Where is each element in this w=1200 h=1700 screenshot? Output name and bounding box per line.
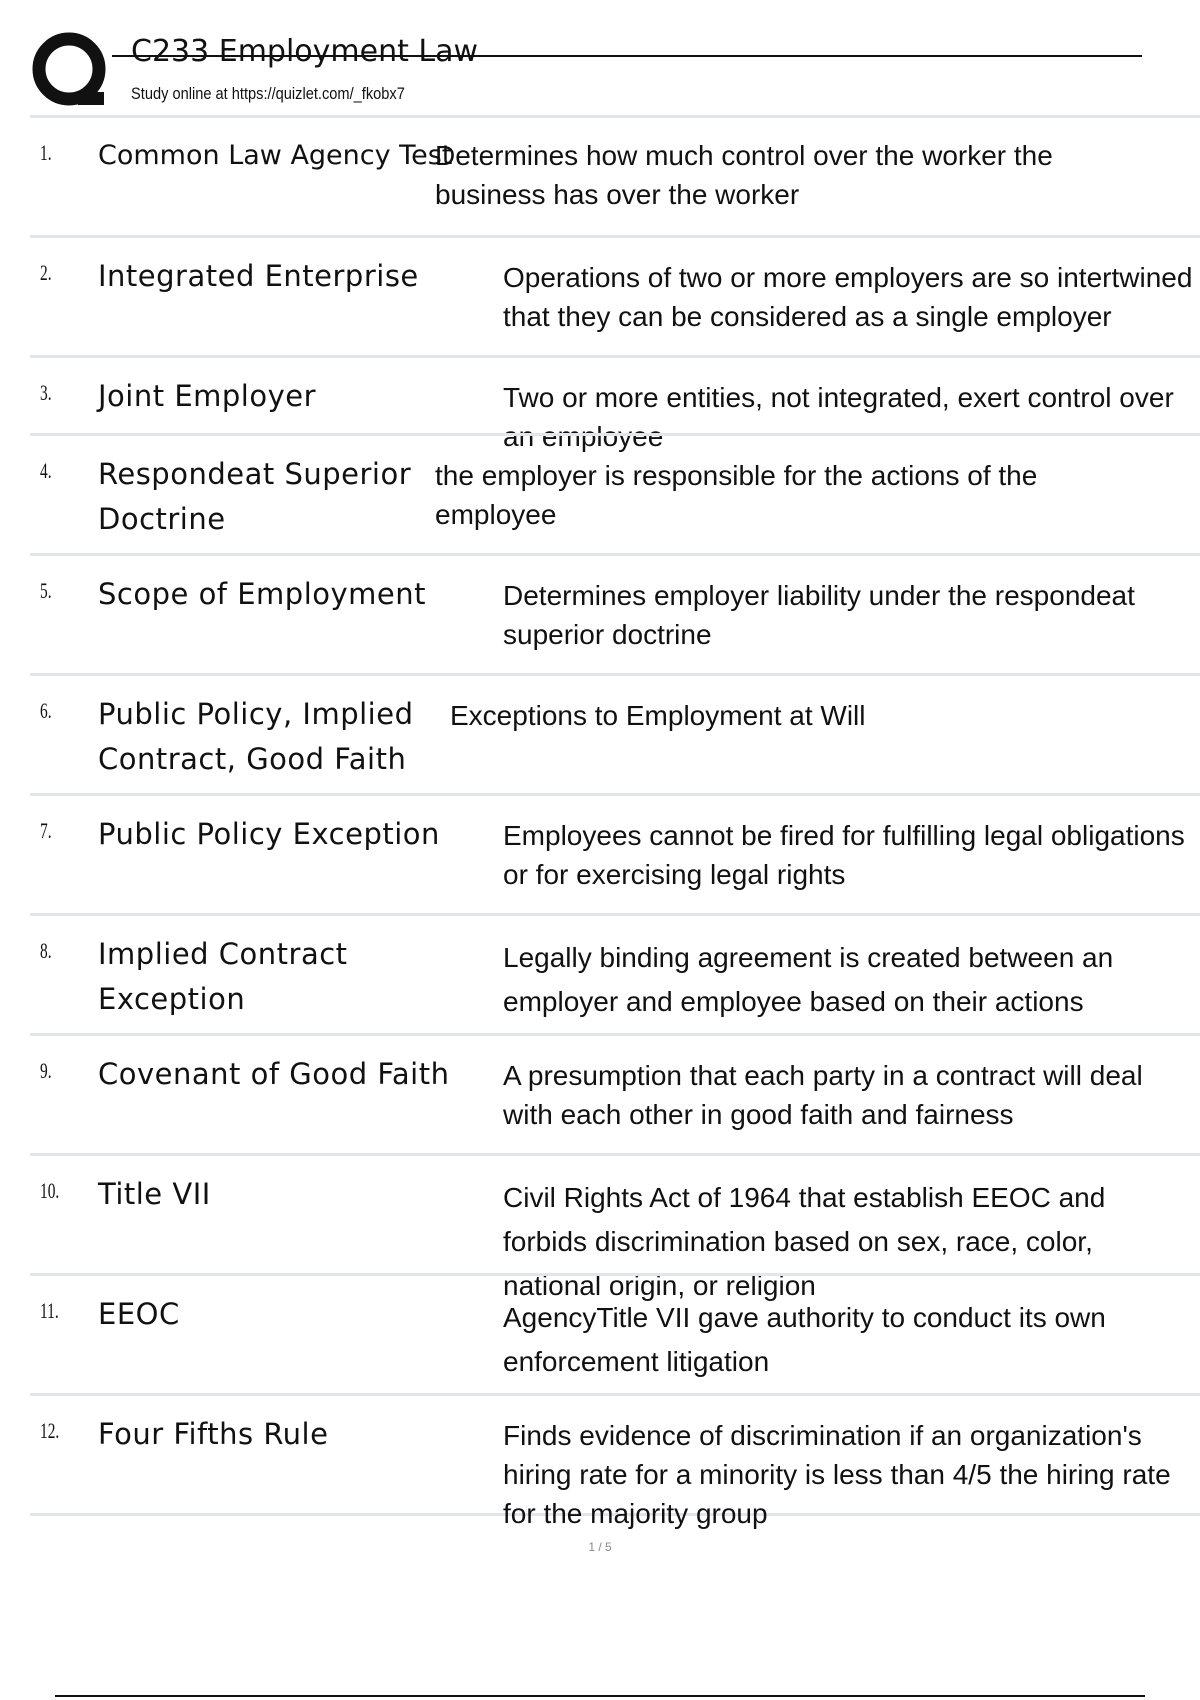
quizlet-logo-icon bbox=[32, 32, 110, 110]
term-definition: Two or more entities, not integrated, exert control over an employee bbox=[503, 382, 1174, 452]
term-text: Covenant of Good Faith bbox=[98, 1057, 450, 1091]
footer-rule bbox=[55, 1695, 1145, 1697]
term-definition: AgencyTitle VII gave authority to conduct its own enforcement litigation bbox=[503, 1302, 1106, 1377]
term-text: Four Fifths Rule bbox=[98, 1417, 329, 1451]
term-definition: the employer is responsible for the actions of the employee bbox=[435, 460, 1038, 530]
term-row bbox=[30, 355, 1200, 452]
term-row bbox=[30, 1153, 1200, 1301]
term-row bbox=[30, 235, 1200, 355]
header-rule bbox=[112, 55, 1142, 57]
term-number: 9. bbox=[40, 1058, 52, 1083]
term-number: 12. bbox=[40, 1418, 60, 1443]
terms-list bbox=[30, 115, 1200, 1529]
term-definition bbox=[435, 136, 1135, 214]
term-text: Scope of Employment bbox=[98, 577, 427, 611]
term-number: 1. bbox=[40, 140, 52, 165]
term-definition: Operations of two or more employers are so intertwined that they can be considered as a single employer bbox=[503, 262, 1193, 332]
term-text: Integrated Enterprise bbox=[98, 259, 419, 293]
term-row bbox=[30, 115, 1200, 235]
term-definition: Determines employer liability under the respondeat superior doctrine bbox=[503, 580, 1135, 650]
definition-text: Determines how much control over the worker the business has over the worker bbox=[435, 140, 1053, 210]
term-definition: Employees cannot be fired for fulfilling legal obligations or for exercising legal rights bbox=[503, 820, 1185, 890]
term-row bbox=[30, 1393, 1200, 1529]
term-number: 8. bbox=[40, 938, 52, 963]
document-title: C233 Employment Law bbox=[131, 34, 479, 69]
term-row bbox=[30, 553, 1200, 673]
term-definition: Exceptions to Employment at Will bbox=[450, 700, 866, 731]
term-number: 3. bbox=[40, 380, 52, 405]
study-online-link[interactable]: Study online at https://quizlet.com/_fkobx7 bbox=[131, 84, 405, 103]
term-number: 10. bbox=[40, 1178, 60, 1203]
term-row bbox=[30, 913, 1200, 1033]
term-definition: Civil Rights Act of 1964 that establish EEOC and forbids discrimination based on sex, race, color, national origin, or religion bbox=[503, 1182, 1106, 1301]
term-text: Title VII bbox=[98, 1177, 211, 1211]
term-text: Respondeat Superior Doctrine bbox=[98, 457, 412, 536]
term-row bbox=[30, 1033, 1200, 1153]
term-text: Public Policy, Implied Contract, Good Faith bbox=[98, 697, 414, 776]
term-text: EEOC bbox=[98, 1297, 180, 1331]
term-definition: Finds evidence of discrimination if an organization's hiring rate for a minority is less than 4/5 the hiring rate for the majority group bbox=[503, 1420, 1171, 1529]
term-text: Joint Employer bbox=[98, 379, 317, 413]
term-row bbox=[30, 1273, 1200, 1393]
term-definition: Legally binding agreement is created between an employer and employee based on their actions bbox=[503, 942, 1114, 1017]
term-text: Public Policy Exception bbox=[98, 817, 440, 851]
term-row bbox=[30, 433, 1200, 553]
term-row bbox=[30, 673, 1200, 793]
term-label: Common Law Agency Test bbox=[98, 140, 453, 171]
term-number: 4. bbox=[40, 458, 52, 483]
term-number: 7. bbox=[40, 818, 52, 843]
term-definition: A presumption that each party in a contract will deal with each other in good faith and fairness bbox=[503, 1060, 1143, 1130]
term-text: Implied Contract Exception bbox=[98, 937, 348, 1016]
page-number: 1 / 5 bbox=[588, 1540, 612, 1554]
term-number: 11. bbox=[40, 1298, 59, 1323]
term-number: 6. bbox=[40, 698, 52, 723]
term-number: 2. bbox=[40, 260, 52, 285]
term-number: 5. bbox=[40, 578, 52, 603]
term-row bbox=[30, 793, 1200, 913]
